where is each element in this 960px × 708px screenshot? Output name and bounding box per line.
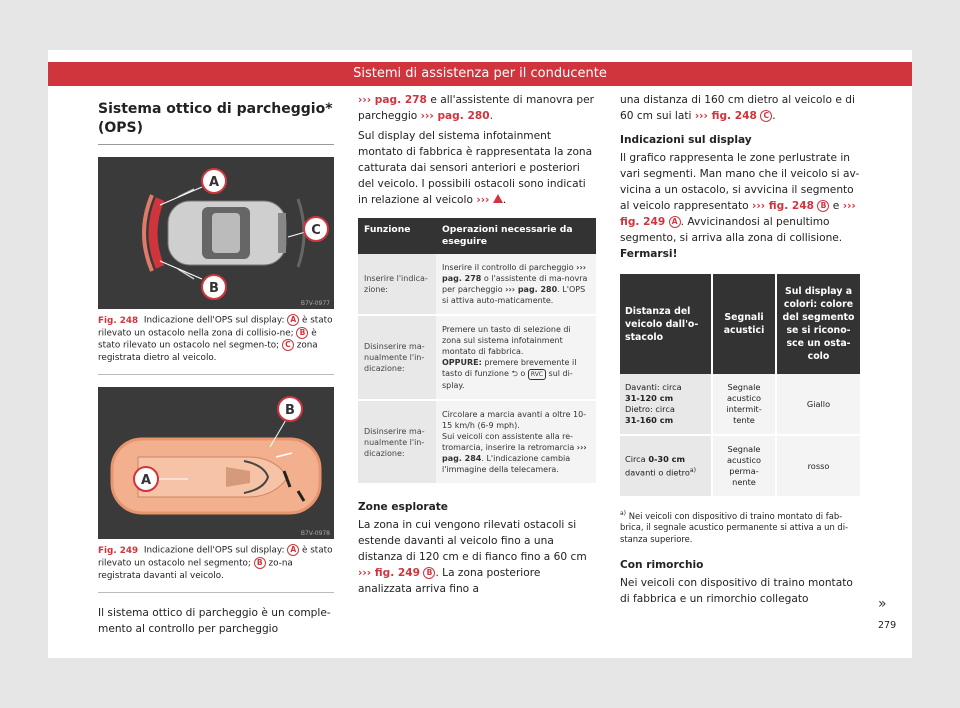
figure-code: B7V-0977 — [300, 300, 330, 307]
column-2 — [358, 92, 596, 597]
fig248-label-a: A — [208, 175, 220, 190]
title-rule — [98, 144, 334, 145]
body-paragraph — [620, 150, 862, 262]
figure-link[interactable]: ››› fig. 249 — [620, 200, 856, 228]
text: Sui veicoli con assistente alla re-tromarcia, inserire la retromarcia — [442, 432, 575, 452]
figure-number: Fig. 249 — [98, 545, 139, 556]
figure-code: B7V-0978 — [300, 530, 330, 538]
footnote-text: Nei veicoli con dispositivo di traino montato di fab-brica, il segnale acustico permanente si attiva a un di-stanza superiore. — [620, 510, 849, 544]
figure-number: Fig. 248 — [98, 315, 139, 326]
marker-b: B — [296, 327, 308, 339]
text: OPPURE: — [442, 358, 482, 367]
table-header: Funzione — [358, 218, 436, 254]
section-heading: Con rimorchio — [620, 559, 704, 572]
marker-a: A — [669, 216, 681, 228]
table-cell: Segnale acustico perma-nente — [712, 435, 776, 497]
warning-link[interactable]: ››› — [476, 194, 490, 206]
text: Circa — [625, 453, 646, 464]
page-title: Sistema ottico di parcheggio* (OPS) — [98, 101, 333, 136]
table-cell — [436, 315, 596, 400]
section-heading: Zone esplorate — [358, 501, 448, 513]
stop-warning: Fermarsi! — [620, 248, 678, 260]
figure-248-caption — [98, 314, 334, 375]
caption-text: è stato rilevato un ostacolo nel segmento; — [98, 545, 333, 569]
text: sul di-splay. — [442, 369, 573, 390]
function-table — [358, 218, 596, 485]
marker-c: C — [282, 339, 294, 351]
body-paragraph: Sul display del sistema infotainment montato di fabbrica è rappresentata la zona catturata dai sensori anteriori e posteriori del veicolo. I possibili ostacoli sono indicati in relazione al veicolo ››› . — [358, 130, 593, 206]
text: davanti o dietro — [625, 467, 690, 478]
text: o — [520, 369, 526, 378]
text: 0-30 cm — [648, 453, 686, 464]
figure-249 — [98, 387, 334, 539]
table-row — [358, 315, 596, 400]
table-cell: Segnale acustico intermit-tente — [712, 374, 776, 435]
marker-a: A — [287, 314, 299, 326]
table-row — [358, 400, 596, 484]
body-paragraph: Il sistema ottico di parcheggio è un comple-mento al controllo per parcheggio — [98, 606, 331, 635]
marker-b: B — [423, 567, 435, 579]
footnote-mark: a) — [620, 510, 627, 517]
text: . La zona posteriore analizzata arriva fino a — [358, 567, 541, 595]
car-top-view-image — [98, 157, 334, 309]
back-arrow-icon: ⮌ — [511, 369, 518, 378]
text: Dietro: circa — [625, 404, 675, 414]
column-1 — [98, 92, 334, 637]
text: . L'OPS si attiva auto-maticamente. — [442, 285, 586, 305]
car-front-view-image — [98, 387, 334, 539]
caption-text: Indicazione dell'OPS sul display: — [143, 545, 285, 556]
text: e — [832, 200, 840, 212]
table-cell — [436, 400, 596, 484]
text: una distanza di 160 cm dietro al veicolo e di 60 cm sui lati — [620, 94, 855, 122]
marker-c: C — [760, 110, 772, 122]
distance-table — [620, 274, 862, 498]
body-paragraph — [358, 517, 596, 597]
table-header: Segnali acustici — [712, 274, 776, 374]
fig249-label-b: B — [285, 403, 295, 419]
section-heading: Indicazioni sul display — [620, 134, 752, 146]
text: e all'assistente di manovra per parcheggio — [358, 94, 595, 122]
table-cell — [436, 254, 596, 315]
text: o l'assistente di ma-novra per parcheggio — [442, 274, 588, 294]
text: 31-120 cm — [625, 393, 674, 403]
figure-link[interactable]: ››› fig. 248 — [751, 200, 815, 212]
page-link[interactable]: ››› pag. 278 — [358, 94, 427, 106]
table-cell: rosso — [776, 435, 861, 497]
text: Sul display del sistema infotainment montato di fabbrica è rappresentata la zona catturata dai sensori anteriori e posteriori del veicolo. I possibili ostacoli sono indicati in relazione al veicolo — [358, 130, 593, 206]
marker-b: B — [254, 557, 266, 569]
footnote-mark: a) — [689, 466, 696, 474]
table-cell — [620, 374, 712, 435]
table-cell — [620, 435, 712, 497]
page-link[interactable]: ››› pag. 280 — [420, 110, 490, 122]
text: premere brevemente il tasto di funzione — [442, 358, 577, 378]
caption-text: è stato rilevato un ostacolo nella zona di collisio-ne; — [98, 315, 333, 339]
text: Circolare a marcia avanti a oltre 10-15 km/h (6-9 mph). — [442, 410, 587, 430]
warning-icon — [493, 194, 503, 203]
table-row — [358, 254, 596, 315]
text: 31-160 cm — [625, 415, 674, 425]
text: Inserire il controllo di parcheggio — [442, 263, 574, 272]
table-header: Sul display a colori: colore del segmento se si ricono-sce un osta-colo — [776, 274, 861, 374]
text: La zona in cui vengono rilevati ostacoli si estende davanti al veicolo fino a una distanza di 120 cm e di fianco fino a 60 cm — [358, 519, 587, 563]
footnote — [620, 508, 862, 545]
figure-249-caption — [98, 544, 334, 593]
table-cell: Inserire l'indica-zione: — [358, 254, 436, 315]
table-row — [620, 435, 861, 497]
table-header: Operazioni necessarie da eseguire — [436, 218, 596, 254]
section-header: Sistemi di assistenza per il conducente — [48, 62, 912, 86]
caption-text: zona registrata dietro al veicolo. — [98, 340, 318, 364]
caption-text: è stato rilevato un ostacolo nel segmen-to; — [98, 328, 317, 351]
body-paragraph: Nei veicoli con dispositivo di traino montato di fabbrica e un rimorchio collegato — [620, 577, 853, 606]
column-3 — [620, 92, 862, 607]
fig248-label-b: B — [209, 281, 219, 296]
rvc-key-icon: RVC — [528, 369, 546, 380]
table-row — [620, 374, 861, 435]
body-paragraph: ››› pag. 278 e all'assistente di manovra per parcheggio ››› pag. 280. — [358, 94, 595, 122]
fig248-label-c: C — [311, 223, 321, 238]
figure-248 — [98, 157, 334, 309]
figure-link[interactable]: ››› fig. 249 — [358, 567, 421, 579]
figure-link[interactable]: ››› fig. 248 — [694, 110, 757, 122]
page-link[interactable]: ››› pag. 284 — [442, 443, 587, 463]
text: . Avvicinandosi al penultimo segmento, si arriva alla zona di collisione. — [620, 216, 843, 244]
page-number: 279 — [878, 620, 897, 631]
marker-a: A — [287, 544, 299, 556]
page-link[interactable]: ››› pag. 278 — [442, 263, 587, 283]
body-paragraph: una distanza di 160 cm dietro al veicolo e di 60 cm sui lati ››› fig. 248 C . — [620, 94, 855, 122]
text: . L'indicazione cambia l'immagine della telecamera. — [442, 454, 571, 474]
marker-b: B — [817, 200, 829, 212]
table-cell: Disinserire ma-nualmente l'in-dicazione: — [358, 400, 436, 484]
caption-text: Indicazione dell'OPS sul display: — [143, 315, 285, 326]
text: Davanti: circa — [625, 382, 682, 392]
caption-text: zo-na registrata davanti al veicolo. — [98, 558, 293, 581]
text: Premere un tasto di selezione di zona sul sistema infotainment montato di fabbrica. — [442, 325, 571, 356]
table-cell: Disinserire ma-nualmente l'in-dicazione: — [358, 315, 436, 400]
table-header: Distanza del veicolo dall'o-stacolo — [620, 274, 712, 374]
table-cell: Giallo — [776, 374, 861, 435]
text: Il grafico rappresenta le zone perlustrate in vari segmenti. Man mano che il veicolo si av-vicina a un ostacolo, si avvicina il segmento al veicolo rappresentato — [620, 152, 860, 212]
continue-arrow-icon: » — [878, 596, 887, 612]
page-link[interactable]: ››› pag. 280 — [505, 285, 558, 294]
fig249-label-a: A — [140, 473, 152, 489]
